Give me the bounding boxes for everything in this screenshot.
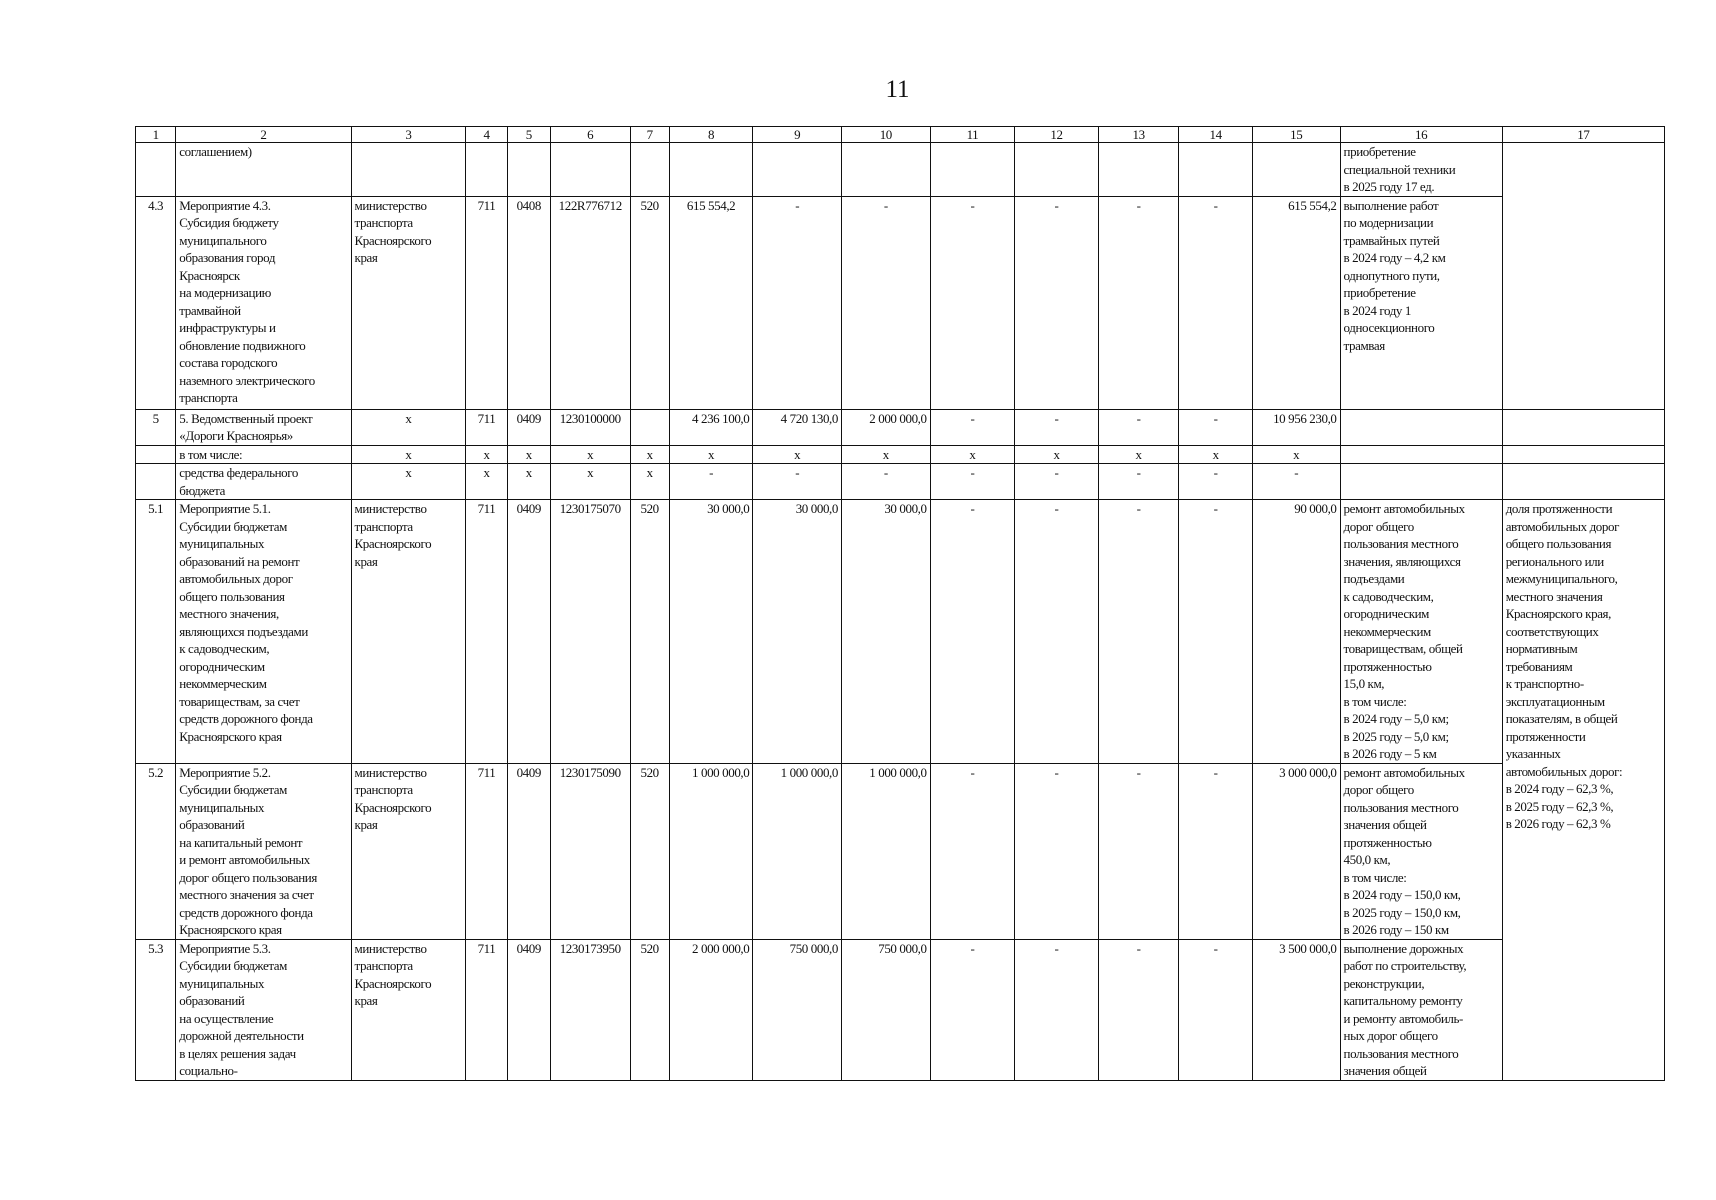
cell-2027: - bbox=[930, 464, 1015, 500]
cell-2025: 4 720 130,0 bbox=[753, 409, 842, 445]
header-cell: 1 bbox=[136, 127, 176, 143]
cell-total: х bbox=[1252, 445, 1340, 464]
cell-2030: - bbox=[1179, 500, 1253, 764]
cell-num: 5 bbox=[136, 409, 176, 445]
cell-grbs: 711 bbox=[466, 500, 507, 764]
cell-2024: 30 000,0 bbox=[669, 500, 753, 764]
table-row-including bbox=[136, 445, 1665, 464]
header-cell: 9 bbox=[753, 127, 842, 143]
cell-result bbox=[1340, 409, 1502, 445]
cell-total: - bbox=[1252, 464, 1340, 500]
cell-vr: 520 bbox=[630, 763, 669, 939]
table-row-federal bbox=[136, 464, 1665, 500]
cell-indicator bbox=[1502, 143, 1664, 410]
cell-2029: - bbox=[1098, 409, 1179, 445]
cell-2028: - bbox=[1015, 464, 1099, 500]
cell-rzpr: 0409 bbox=[507, 500, 550, 764]
cell-rzpr: 0409 bbox=[507, 763, 550, 939]
cell-2025: - bbox=[753, 196, 842, 409]
cell-2024: 4 236 100,0 bbox=[669, 409, 753, 445]
cell-2028: х bbox=[1015, 445, 1099, 464]
cell-2024: 1 000 000,0 bbox=[669, 763, 753, 939]
cell-vr: 520 bbox=[630, 196, 669, 409]
cell-2029: - bbox=[1098, 939, 1179, 1080]
cell-2029: - bbox=[1098, 763, 1179, 939]
cell-rzpr: 0409 bbox=[507, 409, 550, 445]
cell-rzpr: х bbox=[507, 464, 550, 500]
header-cell: 16 bbox=[1340, 127, 1502, 143]
cell-vr: 520 bbox=[630, 500, 669, 764]
cell-executor: министерство транспорта Красноярского края bbox=[351, 196, 466, 409]
cell-2028: - bbox=[1015, 939, 1099, 1080]
cell-2027: - bbox=[930, 500, 1015, 764]
cell-2026: - bbox=[842, 196, 931, 409]
cell-grbs: 711 bbox=[466, 939, 507, 1080]
table-row-5-3 bbox=[136, 939, 1665, 1080]
header-cell: 3 bbox=[351, 127, 466, 143]
cell-csr: 1230100000 bbox=[550, 409, 630, 445]
header-cell: 14 bbox=[1179, 127, 1253, 143]
cell-2027: - bbox=[930, 196, 1015, 409]
cell-executor: министерство транспорта Красноярского края bbox=[351, 939, 466, 1080]
cell-2028: - bbox=[1015, 763, 1099, 939]
cell-total: 615 554,2 bbox=[1252, 196, 1340, 409]
header-row bbox=[136, 127, 1665, 143]
table-row-5-2 bbox=[136, 763, 1665, 939]
cell-2026: 2 000 000,0 bbox=[842, 409, 931, 445]
program-table bbox=[135, 126, 1665, 1081]
cell-csr: 122R776712 bbox=[550, 196, 630, 409]
cell-rzpr: 0408 bbox=[507, 196, 550, 409]
cell-name: 5. Ведомственный проект «Дороги Красноярья» bbox=[176, 409, 351, 445]
cell-num: 4.3 bbox=[136, 196, 176, 409]
cell-indicator bbox=[1502, 409, 1664, 445]
header-cell: 6 bbox=[550, 127, 630, 143]
cell-executor: х bbox=[351, 464, 466, 500]
cell-2030: - bbox=[1179, 409, 1253, 445]
cell-name: в том числе: bbox=[176, 445, 351, 464]
cell-name: Мероприятие 5.3. Субсидии бюджетам муниципальных образований на осуществление дорожной деятельности в целях решения задач социально- bbox=[176, 939, 351, 1080]
cell-num: 5.1 bbox=[136, 500, 176, 764]
cell-name: Мероприятие 5.1. Субсидии бюджетам муниципальных образований на ремонт автомобильных дорог общего пользования местного значения, являющихся подъездами к садоводческим, огородническим некоммерческим товариществам, за счет средств дорожного фонда Красноярского края bbox=[176, 500, 351, 764]
cell-result: ремонт автомобильных дорог общего пользования местного значения общей протяженностью 450,0 км, в том числе: в 2024 году – 150,0 км, в 2025 году – 150,0 км, в 2026 году – 150 км bbox=[1340, 763, 1502, 939]
header-cell: 15 bbox=[1252, 127, 1340, 143]
header-cell: 2 bbox=[176, 127, 351, 143]
cell-grbs: 711 bbox=[466, 763, 507, 939]
header-cell: 4 bbox=[466, 127, 507, 143]
page-number: 11 bbox=[885, 76, 910, 103]
cell-2025: х bbox=[753, 445, 842, 464]
header-cell: 13 bbox=[1098, 127, 1179, 143]
cell-2027: х bbox=[930, 445, 1015, 464]
cell-executor bbox=[351, 143, 466, 197]
cell-2027: - bbox=[930, 409, 1015, 445]
cell-grbs: х bbox=[466, 445, 507, 464]
cell-2030: - bbox=[1179, 939, 1253, 1080]
header-cell: 5 bbox=[507, 127, 550, 143]
cell-grbs: х bbox=[466, 464, 507, 500]
cell-2030: - bbox=[1179, 763, 1253, 939]
cell-2029: х bbox=[1098, 445, 1179, 464]
cell-result: приобретение специальной техники в 2025 году 17 ед. bbox=[1340, 143, 1502, 197]
cell-indicator: доля протяженности автомобильных дорог общего пользования регионального или межмуниципального, местного значения Красноярского края, соответствующих нормативным требованиям к транспортно- эксплуатационным показателям, в общей протяженности указанных автомобильных дорог: в 2024 году – 62,3 %, в 2025 году – 62,3 %, в 2026 году – 62,3 % bbox=[1502, 500, 1664, 1081]
header-cell: 17 bbox=[1502, 127, 1664, 143]
cell-executor: министерство транспорта Красноярского края bbox=[351, 500, 466, 764]
cell-result: выполнение работ по модернизации трамвайных путей в 2024 году – 4,2 км однопутного пути, приобретение в 2024 году 1 односекционного трамвая bbox=[1340, 196, 1502, 409]
cell-executor: х bbox=[351, 409, 466, 445]
cell-2029: - bbox=[1098, 464, 1179, 500]
cell-2026: 1 000 000,0 bbox=[842, 763, 931, 939]
cell-2030: - bbox=[1179, 196, 1253, 409]
cell-name: Мероприятие 5.2. Субсидии бюджетам муниципальных образований на капитальный ремонт и ремонт автомобильных дорог общего пользования местного значения за счет средств дорожного фонда Красноярского края bbox=[176, 763, 351, 939]
cell-2029: - bbox=[1098, 500, 1179, 764]
cell-csr: 1230175090 bbox=[550, 763, 630, 939]
cell-2026: 30 000,0 bbox=[842, 500, 931, 764]
table-row-continuation bbox=[136, 143, 1665, 197]
cell-csr: 1230173950 bbox=[550, 939, 630, 1080]
cell-executor: х bbox=[351, 445, 466, 464]
cell-2024: х bbox=[669, 445, 753, 464]
cell-2024: 2 000 000,0 bbox=[669, 939, 753, 1080]
cell-2025: - bbox=[753, 464, 842, 500]
cell-2029: - bbox=[1098, 196, 1179, 409]
cell-name: средства федерального бюджета bbox=[176, 464, 351, 500]
cell-total: 10 956 230,0 bbox=[1252, 409, 1340, 445]
cell-2024: 615 554,2 bbox=[669, 196, 753, 409]
cell-name: соглашением) bbox=[176, 143, 351, 197]
cell-2025: 30 000,0 bbox=[753, 500, 842, 764]
cell-vr bbox=[630, 409, 669, 445]
cell-2028: - bbox=[1015, 196, 1099, 409]
cell-result: ремонт автомобильных дорог общего пользования местного значения, являющихся подъездами к садоводческим, огородническим некоммерческим товариществам, общей протяженностью 15,0 км, в том числе: в 2024 году – 5,0 км; в 2025 году – 5,0 км; в 2026 году – 5 км bbox=[1340, 500, 1502, 764]
header-cell: 8 bbox=[669, 127, 753, 143]
cell-2028: - bbox=[1015, 500, 1099, 764]
cell-2028: - bbox=[1015, 409, 1099, 445]
cell-2024: - bbox=[669, 464, 753, 500]
cell-name: Мероприятие 4.3. Субсидия бюджету муниципального образования город Красноярск на модернизацию трамвайной инфраструктуры и обновление подвижного состава городского наземного электрического транспорта bbox=[176, 196, 351, 409]
cell-num bbox=[136, 143, 176, 197]
table-row-4-3 bbox=[136, 196, 1665, 409]
cell-result: выполнение дорожных работ по строительству, реконструкции, капитальному ремонту и ремонту автомобиль- ных дорог общего пользования местного значения общей bbox=[1340, 939, 1502, 1080]
cell-total: 3 500 000,0 bbox=[1252, 939, 1340, 1080]
cell-grbs: 711 bbox=[466, 196, 507, 409]
cell-rzpr: х bbox=[507, 445, 550, 464]
header-cell: 11 bbox=[930, 127, 1015, 143]
cell-vr: х bbox=[630, 464, 669, 500]
cell-2030: х bbox=[1179, 445, 1253, 464]
cell-total: 3 000 000,0 bbox=[1252, 763, 1340, 939]
cell-csr: х bbox=[550, 445, 630, 464]
cell-num: 5.2 bbox=[136, 763, 176, 939]
cell-2030: - bbox=[1179, 464, 1253, 500]
table-row-5-1 bbox=[136, 500, 1665, 764]
cell-2027: - bbox=[930, 763, 1015, 939]
cell-csr: х bbox=[550, 464, 630, 500]
cell-rzpr: 0409 bbox=[507, 939, 550, 1080]
cell-2026: 750 000,0 bbox=[842, 939, 931, 1080]
table-row-5 bbox=[136, 409, 1665, 445]
cell-total: 90 000,0 bbox=[1252, 500, 1340, 764]
header-cell: 10 bbox=[842, 127, 931, 143]
cell-2026: х bbox=[842, 445, 931, 464]
cell-2025: 750 000,0 bbox=[753, 939, 842, 1080]
cell-csr: 1230175070 bbox=[550, 500, 630, 764]
cell-grbs: 711 bbox=[466, 409, 507, 445]
cell-2027: - bbox=[930, 939, 1015, 1080]
header-cell: 7 bbox=[630, 127, 669, 143]
header-cell: 12 bbox=[1015, 127, 1099, 143]
cell-2025: 1 000 000,0 bbox=[753, 763, 842, 939]
cell-executor: министерство транспорта Красноярского края bbox=[351, 763, 466, 939]
cell-num: 5.3 bbox=[136, 939, 176, 1080]
cell-vr: 520 bbox=[630, 939, 669, 1080]
cell-2026: - bbox=[842, 464, 931, 500]
cell-vr: х bbox=[630, 445, 669, 464]
